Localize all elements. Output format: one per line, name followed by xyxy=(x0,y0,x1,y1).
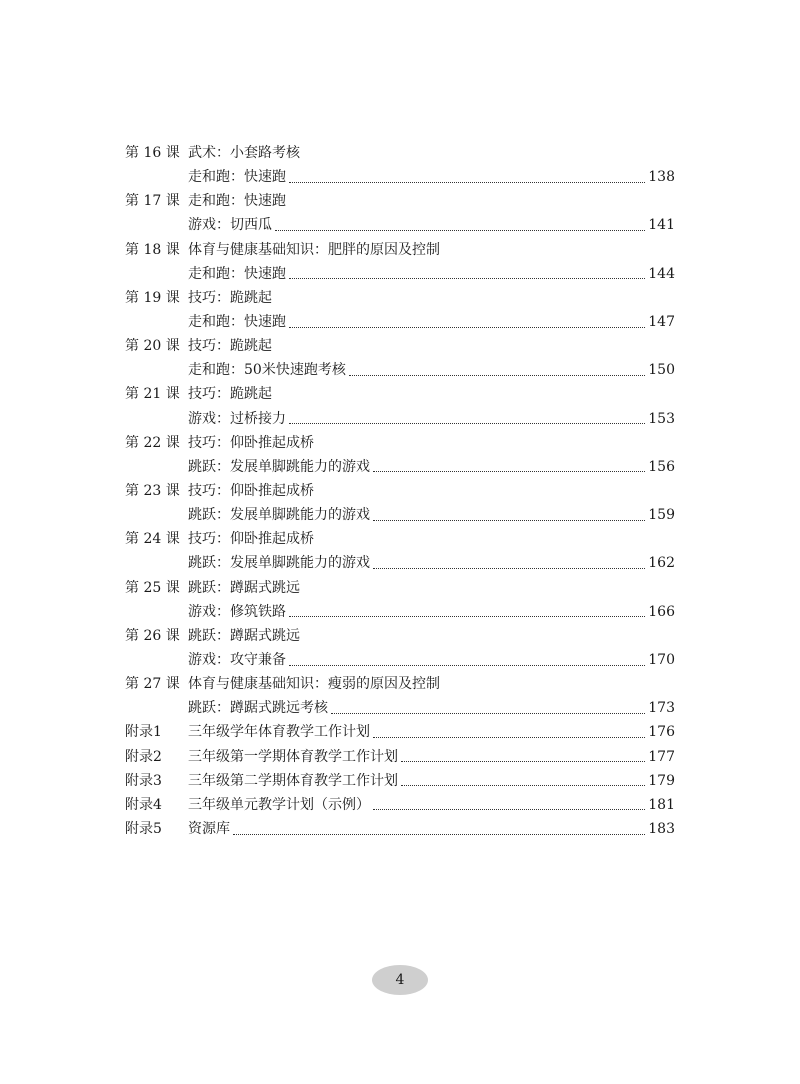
toc-entry xyxy=(125,238,675,286)
page-ref: 170 xyxy=(648,651,675,668)
dot-leader xyxy=(373,568,645,569)
dot-leader xyxy=(401,761,645,762)
toc-lesson-row xyxy=(125,576,675,600)
dot-leader xyxy=(289,665,645,666)
toc-entry xyxy=(125,189,675,237)
lesson-subtopic: 游戏：修筑铁路 xyxy=(188,603,286,620)
lesson-number: 第 17 课 xyxy=(125,193,180,210)
page-ref: 166 xyxy=(648,603,675,620)
lesson-number: 第 22 课 xyxy=(125,434,180,451)
toc-sub-row[interactable] xyxy=(125,213,675,237)
page-ref: 153 xyxy=(648,410,675,427)
toc-appendix-row[interactable] xyxy=(125,769,675,793)
toc-sub-row[interactable] xyxy=(125,310,675,334)
page-ref: 177 xyxy=(648,748,675,765)
toc-sub-row[interactable] xyxy=(125,165,675,189)
dot-leader xyxy=(331,713,645,714)
page-ref: 138 xyxy=(648,169,675,186)
lesson-subtopic: 跳跃：发展单脚跳能力的游戏 xyxy=(188,555,370,572)
toc-lesson-row xyxy=(125,189,675,213)
appendix-title: 三年级单元教学计划（示例） xyxy=(188,796,370,813)
lesson-number: 第 16 课 xyxy=(125,145,180,161)
page-ref: 159 xyxy=(648,507,675,524)
dot-leader xyxy=(373,520,645,521)
appendix-label: 附录3 xyxy=(125,772,162,789)
appendix-title: 资源库 xyxy=(188,820,230,837)
lesson-subtopic: 跳跃：发展单脚跳能力的游戏 xyxy=(188,458,370,475)
lesson-topic: 跳跃：蹲踞式跳远 xyxy=(188,627,300,644)
appendix-label: 附录4 xyxy=(125,796,162,813)
dot-leader xyxy=(233,834,645,835)
toc-entry xyxy=(125,527,675,575)
lesson-number: 第 27 课 xyxy=(125,676,180,693)
lesson-topic: 体育与健康基础知识：瘦弱的原因及控制 xyxy=(188,676,440,693)
toc-appendix-row[interactable] xyxy=(125,745,675,769)
page-ref: 162 xyxy=(648,555,675,572)
toc-lesson-row xyxy=(125,382,675,406)
lesson-subtopic: 走和跑：快速跑 xyxy=(188,169,286,186)
toc-sub-row[interactable] xyxy=(125,262,675,286)
lesson-subtopic: 走和跑：快速跑 xyxy=(188,265,286,282)
dot-leader xyxy=(289,423,645,424)
appendix-label: 附录2 xyxy=(125,748,162,765)
toc-sub-row[interactable] xyxy=(125,600,675,624)
table-of-contents xyxy=(125,141,675,841)
appendix-label: 附录1 xyxy=(125,724,162,741)
toc-lesson-row xyxy=(125,672,675,696)
toc-entry xyxy=(125,624,675,672)
lesson-number: 第 21 课 xyxy=(125,386,180,403)
toc-entry xyxy=(125,141,675,189)
toc-sub-row[interactable] xyxy=(125,407,675,431)
lesson-topic: 武术：小套路考核 xyxy=(188,145,300,161)
page-ref: 150 xyxy=(648,362,675,379)
lesson-number: 第 26 课 xyxy=(125,627,180,644)
dot-leader xyxy=(401,785,645,786)
appendix-title: 三年级第一学期体育教学工作计划 xyxy=(188,748,398,765)
toc-sub-row[interactable] xyxy=(125,358,675,382)
dot-leader xyxy=(373,809,645,810)
lesson-topic: 跳跃：蹲踞式跳远 xyxy=(188,579,300,596)
toc-appendix-row[interactable] xyxy=(125,720,675,744)
lesson-topic: 技巧：仰卧推起成桥 xyxy=(188,434,314,451)
toc-entry xyxy=(125,334,675,382)
toc-sub-row[interactable] xyxy=(125,696,675,720)
page-ref: 176 xyxy=(648,724,675,741)
toc-lesson-row xyxy=(125,431,675,455)
toc-appendix-row[interactable] xyxy=(125,817,675,841)
toc-entry xyxy=(125,286,675,334)
appendix-title: 三年级第二学期体育教学工作计划 xyxy=(188,772,398,789)
lesson-number: 第 20 课 xyxy=(125,338,180,355)
dot-leader xyxy=(349,375,645,376)
toc-entry xyxy=(125,576,675,624)
toc-lesson-row xyxy=(125,479,675,503)
lesson-subtopic: 跳跃：蹲踞式跳远考核 xyxy=(188,700,328,717)
lesson-topic: 体育与健康基础知识：肥胖的原因及控制 xyxy=(188,241,440,258)
toc-lesson-row xyxy=(125,527,675,551)
appendix-title: 三年级学年体育教学工作计划 xyxy=(188,724,370,741)
dot-leader xyxy=(289,278,645,279)
lesson-number: 第 23 课 xyxy=(125,482,180,499)
lesson-number: 第 24 课 xyxy=(125,531,180,548)
dot-leader xyxy=(289,616,645,617)
page-ref: 173 xyxy=(648,700,675,717)
page-ref: 144 xyxy=(648,265,675,282)
lesson-subtopic: 跳跃：发展单脚跳能力的游戏 xyxy=(188,507,370,524)
dot-leader xyxy=(373,737,645,738)
toc-lesson-row xyxy=(125,141,675,165)
toc-lesson-row xyxy=(125,238,675,262)
toc-entry xyxy=(125,431,675,479)
toc-entry xyxy=(125,672,675,720)
lesson-number: 第 18 课 xyxy=(125,241,180,258)
page-ref: 179 xyxy=(648,772,675,789)
toc-sub-row[interactable] xyxy=(125,551,675,575)
lesson-topic: 技巧：跪跳起 xyxy=(188,289,272,306)
lesson-subtopic: 游戏：过桥接力 xyxy=(188,410,286,427)
lesson-number: 第 25 课 xyxy=(125,579,180,596)
lesson-subtopic: 游戏：攻守兼备 xyxy=(188,651,286,668)
toc-lesson-row xyxy=(125,286,675,310)
toc-appendix-row[interactable] xyxy=(125,793,675,817)
lesson-topic: 技巧：仰卧推起成桥 xyxy=(188,531,314,548)
lesson-topic: 技巧：跪跳起 xyxy=(188,338,272,355)
toc-entry xyxy=(125,382,675,430)
lesson-number: 第 19 课 xyxy=(125,289,180,306)
lesson-topic: 走和跑：快速跑 xyxy=(188,193,286,210)
lesson-subtopic: 游戏：切西瓜 xyxy=(188,217,272,234)
appendix-label: 附录5 xyxy=(125,820,162,837)
toc-lesson-row xyxy=(125,334,675,358)
lesson-subtopic: 走和跑：快速跑 xyxy=(188,313,286,330)
dot-leader xyxy=(275,230,645,231)
dot-leader xyxy=(373,471,645,472)
page-ref: 183 xyxy=(648,820,675,837)
toc-entry xyxy=(125,479,675,527)
page-ref: 147 xyxy=(648,313,675,330)
lesson-topic: 技巧：跪跳起 xyxy=(188,386,272,403)
lesson-topic: 技巧：仰卧推起成桥 xyxy=(188,482,314,499)
toc-lesson-row xyxy=(125,624,675,648)
page-ref: 156 xyxy=(648,458,675,475)
toc-sub-row[interactable] xyxy=(125,648,675,672)
dot-leader xyxy=(289,327,645,328)
page-ref: 141 xyxy=(648,217,675,234)
lesson-subtopic: 走和跑：50米快速跑考核 xyxy=(188,362,346,379)
page-ref: 181 xyxy=(648,796,675,813)
page-number: 4 xyxy=(372,965,428,995)
toc-sub-row[interactable] xyxy=(125,455,675,479)
dot-leader xyxy=(289,182,645,183)
toc-sub-row[interactable] xyxy=(125,503,675,527)
